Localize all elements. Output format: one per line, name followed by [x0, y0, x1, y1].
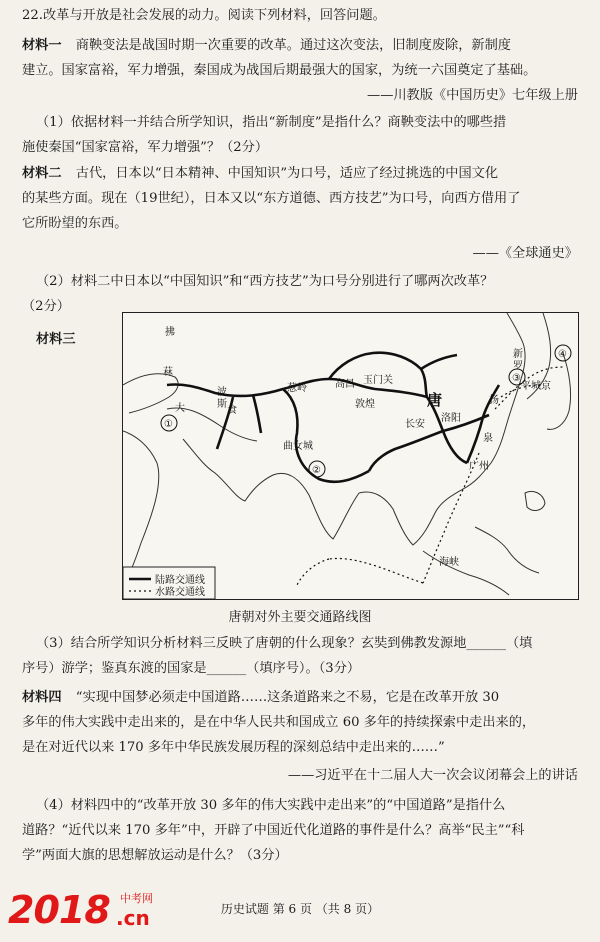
material-1-source: ——川教版《中国历史》七年级上册 — [367, 88, 578, 103]
label-shi: 食 — [227, 405, 237, 416]
question-3-line-1: （3）结合所学知识分析材料三反映了唐朝的什么现象？玄奘到佛教发源地______（填 — [36, 636, 533, 651]
map-caption: 唐朝对外主要交通路线图 — [228, 610, 372, 625]
material-2-source: ——《全球通史》 — [472, 246, 578, 261]
label-da: 大 — [175, 403, 185, 414]
label-bo: 波 — [217, 387, 227, 398]
label-tang: 唐 — [427, 391, 443, 409]
marker-4: ④ — [558, 349, 567, 360]
legend-sea: 水路交通线 — [155, 587, 205, 598]
legend-land: 陆路交通线 — [155, 575, 205, 586]
material-4-line-2: 多年的伟大实践中走出来的，是在中华人民共和国成立 60 多年的持续探索中走出来的， — [22, 715, 536, 730]
logo-site-name: 中考网 — [120, 892, 153, 905]
question-4-line-2: 道路？“近代以来 170 多年”中，开辟了中国近代化道路的事件是什么？高举“民主”“科 — [22, 823, 525, 838]
label-luo: 罗 — [513, 361, 523, 372]
material-3-label: 材料三 — [36, 332, 76, 347]
question-2-line-2: （2分） — [22, 299, 70, 314]
material-4-label: 材料四 — [22, 690, 62, 705]
material-4-text-1: “实现中国梦必须走中国道路……这条道路来之不易，它是在改革开放 30 — [75, 690, 500, 705]
label-luoyang: 洛阳 — [441, 413, 461, 424]
material-4-line-1 — [22, 688, 582, 708]
material-2-text-1: 古代，日本以“日本精神、中国知识”为口号，适应了经过挑选的中国文化 — [75, 166, 499, 181]
label-changan: 长安 — [405, 419, 425, 430]
site-logo[interactable] — [8, 888, 158, 936]
label-guangzhou: 广州 — [469, 461, 489, 472]
label-quanzhou: 泉 — [483, 433, 493, 444]
material-2-line-3: 它所盼望的东西。 — [22, 216, 128, 231]
material-1-text-1: 商鞅变法是战国时期一次重要的改革。通过这次变法，旧制度废除，新制度 — [75, 38, 511, 53]
logo-number: 2018 — [8, 888, 110, 932]
label-pingchengjing: 平城京 — [521, 381, 551, 392]
material-1-line-1 — [22, 36, 582, 56]
label-yangzhou: 扬 — [489, 395, 499, 406]
map-drawing — [123, 313, 578, 599]
material-4-line-3: 是在对近代以来 170 多年中华民族发展历程的深刻总结中走出来的……” — [22, 740, 445, 755]
question-4-line-1: （4）材料四中的“改革开放 30 多年的伟大实践中走出来”的“中国道路”是指什么 — [36, 798, 506, 813]
label-fu: 拂 — [165, 327, 175, 338]
question-header: 22.改革与开放是社会发展的动力。阅读下列材料，回答问题。 — [22, 8, 386, 23]
label-dunhuang: 敦煌 — [355, 399, 375, 410]
question-2-line-1: （2）材料二中日本以“中国知识”和“西方技艺”为口号分别进行了哪两次改革？ — [36, 274, 494, 289]
question-4-line-3: 学”两面大旗的思想解放运动是什么？（3分） — [22, 848, 288, 863]
material-1-line-2: 建立。国家富裕，军力增强，秦国成为战国后期最强大的国家，为统一六国奠定了基础。 — [22, 63, 537, 78]
label-si: 斯 — [217, 399, 227, 410]
material-2-label: 材料二 — [22, 166, 62, 181]
question-1-line-1: （1）依据材料一并结合所学知识，指出“新制度”是指什么？商鞅变法中的哪些措 — [36, 115, 507, 130]
label-gaochang: 高昌 — [335, 379, 355, 390]
question-3-line-2: 序号）游学；鉴真东渡的国家是______（填序号）。（3分） — [22, 661, 361, 676]
tang-routes-map — [122, 312, 579, 600]
material-1-label: 材料一 — [22, 38, 62, 53]
material-4-source: ——习近平在十二届人大一次会议闭幕会上的讲话 — [287, 768, 578, 783]
label-qunvcheng: 曲女城 — [283, 441, 313, 452]
label-xin: 新 — [513, 349, 523, 360]
label-congling: 葱岭 — [287, 383, 307, 394]
marker-3: ③ — [512, 373, 521, 384]
label-lin: 菻 — [163, 367, 173, 378]
page-footer: 历史试题 第 6 页 （共 8 页） — [220, 902, 380, 916]
label-yumenguan: 玉门关 — [363, 375, 393, 386]
label-haixia: 海峡 — [439, 557, 459, 568]
logo-domain: .cn — [116, 906, 150, 930]
marker-2: ② — [312, 465, 321, 476]
material-2-line-2: 的某些方面。现在（19世纪），日本又以“东方道德、西方技艺”为口号，向西方借用了 — [22, 191, 521, 206]
question-1-line-2: 施使秦国“国家富裕，军力增强”？（2分） — [22, 140, 269, 155]
marker-1: ① — [164, 419, 173, 430]
material-2-line-1 — [22, 164, 582, 184]
